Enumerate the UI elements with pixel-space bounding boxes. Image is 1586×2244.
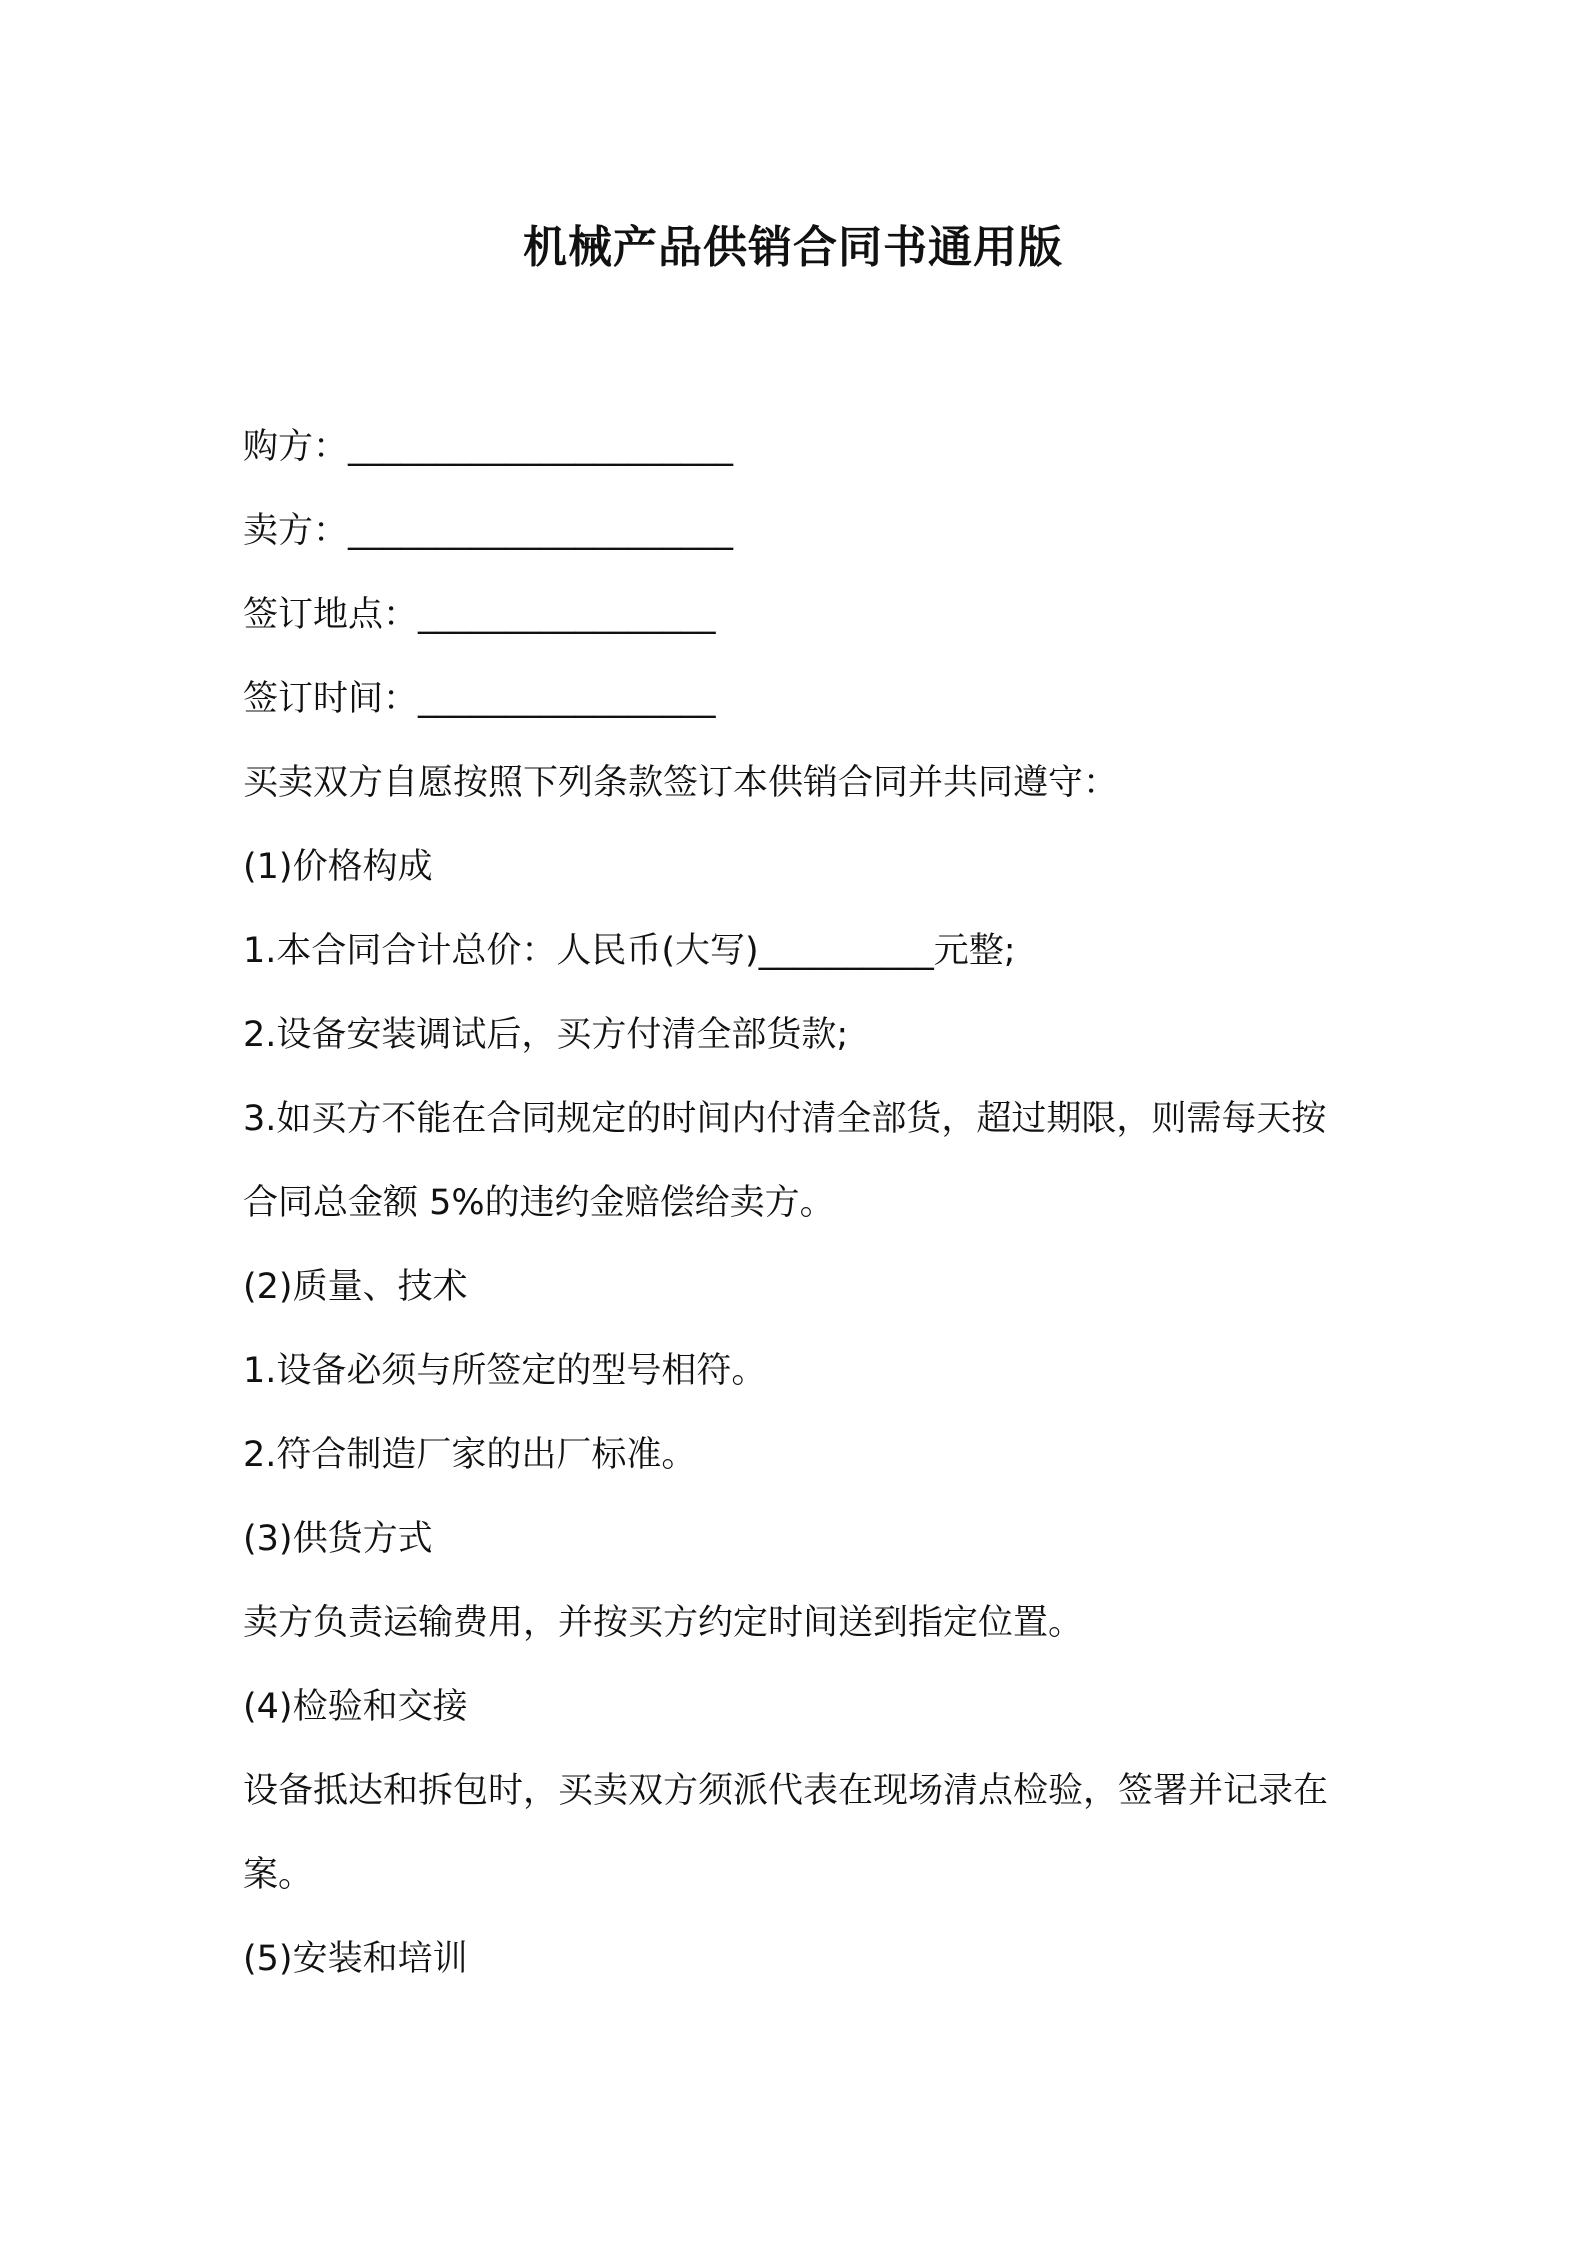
section-heading-price: (1)价格构成 xyxy=(243,847,433,887)
quality-item-2: 2.符合制造厂家的出厂标准。 xyxy=(243,1435,697,1475)
buyer-field: 购方：______________________ xyxy=(243,427,734,467)
price-item-3: 3.如买方不能在合同规定的时间内付清全部货，超过期限，则需每天按合同总金额 5%的违约金赔偿给卖方。 xyxy=(243,1099,1327,1223)
signing-place-field: 签订地点：_________________ xyxy=(243,595,716,635)
section-heading-inspection: (4)检验和交接 xyxy=(243,1687,468,1727)
price-item-2: 2.设备安装调试后，买方付清全部货款; xyxy=(243,1015,849,1055)
quality-item-1: 1.设备必须与所签定的型号相符。 xyxy=(243,1351,767,1391)
section-heading-installation: (5)安装和培训 xyxy=(243,1939,468,1979)
section-heading-quality: (2)质量、技术 xyxy=(243,1267,468,1307)
price-item-1: 1.本合同合计总价：人民币(大写)__________元整; xyxy=(243,931,1016,971)
document-body xyxy=(243,405,1353,2001)
section-heading-supply: (3)供货方式 xyxy=(243,1519,433,1559)
seller-field: 卖方：______________________ xyxy=(243,511,734,551)
supply-item-1: 卖方负责运输费用，并按买方约定时间送到指定位置。 xyxy=(243,1603,1084,1643)
inspection-item-1: 设备抵达和拆包时，买卖双方须派代表在现场清点检验，签署并记录在案。 xyxy=(243,1771,1329,1895)
intro-paragraph: 买卖双方自愿按照下列条款签订本供销合同并共同遵守： xyxy=(243,763,1119,803)
signing-time-field: 签订时间：_________________ xyxy=(243,679,716,719)
document-title: 机械产品供销合同书通用版 xyxy=(523,222,1063,273)
